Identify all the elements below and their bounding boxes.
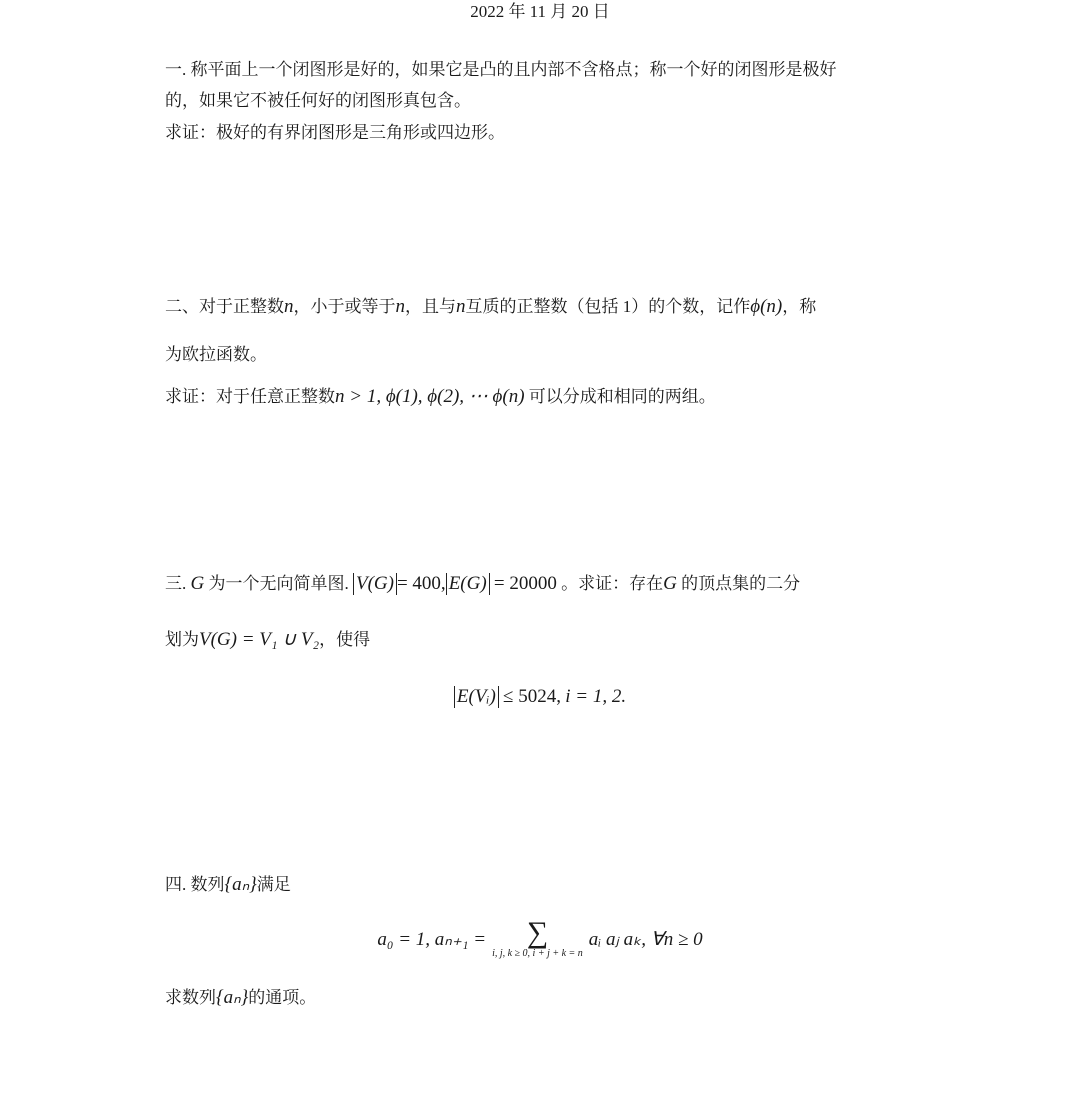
- text: 求数列: [165, 988, 216, 1007]
- problem-2-line-3: [165, 385, 716, 409]
- math-edge-count: E(G): [446, 573, 490, 595]
- math-sequence: {aₙ}: [216, 987, 249, 1008]
- text: ，且与: [405, 297, 456, 316]
- math: E(Vᵢ): [454, 686, 499, 708]
- math-vertex-count: V(G): [353, 573, 397, 595]
- date-header: 2022 年 11 月 20 日: [470, 2, 610, 21]
- math-G: G: [190, 573, 205, 594]
- text: 为一个无向简单图.: [208, 574, 349, 593]
- math-n: n: [284, 296, 294, 317]
- text: 的通项。: [248, 988, 317, 1007]
- math: = 20000: [493, 573, 557, 594]
- math-phi: ϕ(n): [750, 296, 783, 317]
- text: 可以分成和相同的两组。: [528, 387, 716, 406]
- problem-1-line-3: 求证：极好的有界闭图形是三角形或四边形。: [165, 123, 505, 142]
- text: 划为: [165, 630, 199, 649]
- math: a₀ = 1, aₙ₊₁ =: [377, 928, 487, 950]
- text: 的顶点集的二分: [681, 574, 801, 593]
- recurrence-formula: [0, 918, 1080, 960]
- summation-index: i, j, k ≥ 0, i + j + k = n: [492, 948, 583, 959]
- sigma-symbol: ∑: [526, 916, 549, 949]
- math-n: n: [395, 296, 405, 317]
- text: 三.: [165, 574, 187, 593]
- problem-2-line-2: 为欧拉函数。: [165, 345, 267, 364]
- text: 。求证：存在: [561, 574, 664, 593]
- text: 四. 数列: [165, 875, 225, 894]
- math: i = 1, 2.: [565, 686, 627, 707]
- text: 满足: [256, 875, 291, 894]
- math: = 400,: [396, 573, 446, 594]
- problem-1-line-2: 的，如果它不被任何好的闭图形真包含。: [165, 91, 471, 110]
- math: ≤ 5024,: [503, 686, 561, 707]
- text: 互质的正整数（包括 1）的个数，记作: [465, 297, 751, 316]
- math-n: n: [456, 296, 466, 317]
- math: aᵢ aⱼ aₖ, ∀n ≥ 0: [588, 928, 703, 950]
- problem-4-line-3: [165, 986, 316, 1010]
- text: 二、对于正整数: [165, 297, 284, 316]
- text: ，小于或等于: [293, 297, 396, 316]
- problem-1-line-1: 一. 称平面上一个闭图形是好的，如果它是凸的且内部不含格点；称一个好的闭图形是极好: [165, 60, 837, 79]
- math-G: G: [663, 573, 677, 594]
- summation: [492, 918, 583, 960]
- text: 求证：对于任意正整数: [165, 387, 335, 406]
- text: ，称: [782, 297, 817, 316]
- problem-3-line-2: [165, 628, 370, 652]
- math-sequence: {aₙ}: [224, 874, 257, 895]
- problem-4-line-1: [165, 873, 291, 897]
- problem-3-line-1: [165, 572, 800, 596]
- text: ，使得: [319, 630, 371, 649]
- math-expression: n > 1, ϕ(1), ϕ(2), ⋯ ϕ(n): [335, 386, 525, 407]
- math-partition: V(G) = V₁ ∪ V₂: [199, 629, 320, 650]
- problem-2-line-1: [165, 295, 816, 319]
- problem-3-inequality: [0, 685, 1080, 709]
